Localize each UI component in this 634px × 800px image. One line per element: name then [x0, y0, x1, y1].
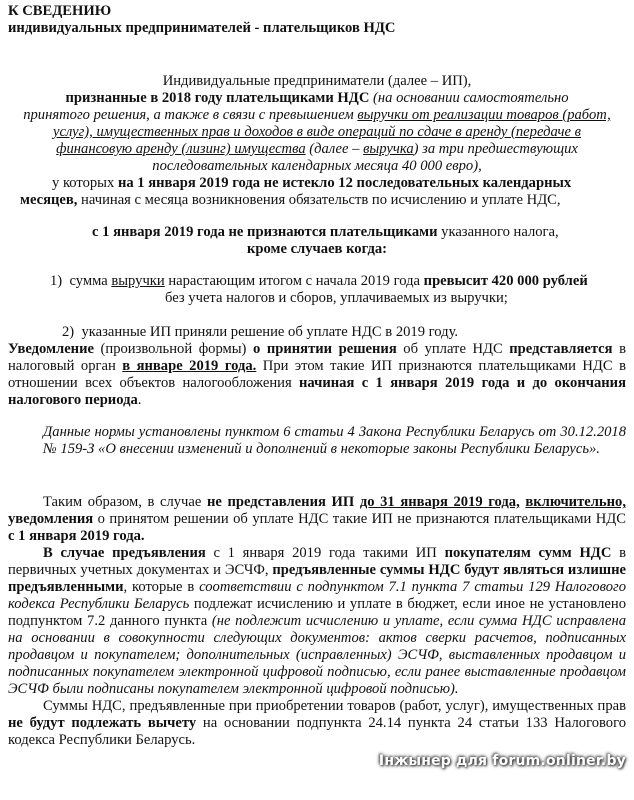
rule-line: с 1 января 2019 года не признаются плательщиками указанного налога, [92, 224, 559, 240]
intro-line: финансовую аренду (лизинг) имущества (далее – выручка) за три предшествующих [56, 141, 578, 157]
document-title: К СВЕДЕНИЮ [8, 3, 112, 19]
law-reference [8, 424, 626, 458]
law-reference-line: Беларусь». [533, 441, 600, 457]
intro-line: услуг), имущественных прав и доходов в виде операций по сдаче в аренду (передаче в [53, 124, 581, 140]
spacer [8, 458, 626, 494]
intro-line: принятого решения, а также в связи с превышением выручки от реализации товаров (работ, [23, 107, 611, 123]
rule-statement [8, 224, 626, 258]
overcharge-paragraph: В случае предъявления с 1 января 2019 года такими ИП покупателям сумм НДС в первичных учетных документах и ЭСЧФ, предъявленные суммы НДС будут являться излишне предъявленными, которые в соответствии с подпунктом 7.1 пункта 7 статьи 129 Налогового кодекса Республики Беларусь подлежат исчислению и уплате в бюджет, если иное не установлено подпунктом 7.2 данного пункта (не подлежит исчислению и уплате, если сумма НДС исправлена на основании в совокупности следующих документов: актов сверки расчетов, подписанных продавцом и покупателем; дополнительных (исправленных) ЭСЧФ, выставленных продавцом и подписанных покупателем электронной цифровой подписью, если ранее выставленные продавцом ЭСЧФ были подписаны покупателем электронной цифровой подписью). [8, 545, 626, 697]
notice-paragraph: Уведомление (произвольной формы) о принятии решения об уплате НДС представляется в налоговый орган в январе 2019 года. При этом такие ИП признаются плательщиками НДС в отношении всех объектов налогообложения начиная с 1 января 2019 года и до окончания налогового периода. [8, 341, 627, 408]
deduction-paragraph: Суммы НДС, предъявленные при приобретении товаров (работ, услуг), имущественных прав не будут подлежать вычету на основании подпункта 24.14 пункта 24 статьи 133 Налогового кодекса Республики Беларусь. [8, 698, 626, 748]
watermark-row [8, 753, 626, 770]
intro-paragraph [8, 73, 626, 209]
spacer [8, 258, 626, 273]
spacer [8, 37, 626, 73]
intro-line: признанные в 2018 году плательщиками НДС (на основании самостоятельно [65, 90, 569, 106]
document-subtitle: индивидуальных предпринимателей - плательщиков НДС [8, 20, 396, 36]
law-reference-line: Данные нормы установлены пунктом 6 статьи 4 Закона Республики Беларусь от [43, 424, 557, 440]
spacer [8, 209, 626, 224]
rule-line: кроме случаев когда: [246, 241, 388, 257]
exception-cases [8, 273, 626, 341]
case-2: 2) указанные ИП приняли решение об уплате НДС в 2019 году. [62, 324, 459, 340]
spacer [8, 409, 626, 424]
conclusion-paragraph: Таким образом, в случае не представления ИП до 31 января 2019 года, включительно, уведомления о принятом решении об уплате НДС такие ИП не признаются плательщиками НДС с 1 января 2019 года. [8, 494, 626, 544]
case-1-continued: без учета налогов и сборов, уплачиваемых из выручки; [165, 290, 508, 306]
intro-line: месяцев, начиная с месяца возникновения обязательств по исчислению и уплате НДС, [20, 192, 561, 208]
intro-line: у которых на 1 января 2019 года не истекло 12 последовательных календарных [52, 175, 572, 191]
watermark: Інжынер для forum.onliner.by [378, 753, 626, 769]
intro-line: Индивидуальные предприниматели (далее – ИП), [162, 73, 472, 89]
law-reference-line: 30.12.2018 № 159-З «О внесении изменений и дополнений в некоторые законы Республики [43, 424, 627, 457]
intro-line: последовательных календарных месяца 40 000 евро), [152, 158, 482, 174]
notice-deadline: в январе 2019 года. [122, 358, 257, 374]
spacer [8, 307, 626, 324]
case-1: 1) сумма выручки нарастающим итогом с начала 2019 года превысит 420 000 рублей [50, 273, 588, 289]
